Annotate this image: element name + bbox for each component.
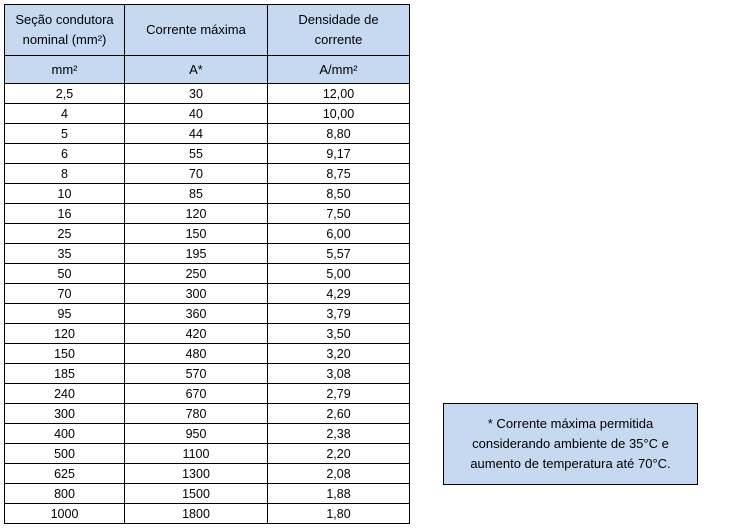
header-section-line-1: Seção condutora	[15, 12, 114, 27]
cell-section: 300	[5, 404, 125, 424]
cell-density: 6,00	[268, 224, 410, 244]
footnote-line-1: * Corrente máxima permitida	[487, 416, 654, 431]
cell-section: 400	[5, 424, 125, 444]
cell-density: 3,20	[268, 344, 410, 364]
cell-current: 420	[125, 324, 268, 344]
table-row	[5, 444, 410, 464]
cell-current: 780	[125, 404, 268, 424]
cell-section: 35	[5, 244, 125, 264]
cell-density: 2,79	[268, 384, 410, 404]
cell-current: 40	[125, 104, 268, 124]
table-row	[5, 104, 410, 124]
unit-density: A/mm²	[268, 56, 410, 84]
table-row	[5, 144, 410, 164]
cell-current: 1500	[125, 484, 268, 504]
cell-section: 10	[5, 184, 125, 204]
footnote-box	[443, 403, 698, 485]
cell-section: 185	[5, 364, 125, 384]
cell-density: 2,08	[268, 464, 410, 484]
cell-section: 50	[5, 264, 125, 284]
cell-section: 500	[5, 444, 125, 464]
cell-section: 25	[5, 224, 125, 244]
cell-section: 8	[5, 164, 125, 184]
header-row	[5, 5, 410, 56]
table-row	[5, 184, 410, 204]
cell-section: 240	[5, 384, 125, 404]
unit-current: A*	[125, 56, 268, 84]
cell-section: 2,5	[5, 84, 125, 104]
cell-current: 570	[125, 364, 268, 384]
cell-density: 2,60	[268, 404, 410, 424]
cell-section: 800	[5, 484, 125, 504]
table-row	[5, 264, 410, 284]
cell-density: 3,08	[268, 364, 410, 384]
cell-density: 10,00	[268, 104, 410, 124]
table-row	[5, 384, 410, 404]
table-row	[5, 244, 410, 264]
conductor-table	[4, 4, 410, 524]
cell-current: 480	[125, 344, 268, 364]
cell-section: 1000	[5, 504, 125, 524]
cell-current: 250	[125, 264, 268, 284]
cell-section: 70	[5, 284, 125, 304]
table-row	[5, 304, 410, 324]
cell-section: 625	[5, 464, 125, 484]
cell-density: 3,50	[268, 324, 410, 344]
table-row	[5, 464, 410, 484]
cell-density: 1,80	[268, 504, 410, 524]
table-row	[5, 164, 410, 184]
cell-section: 4	[5, 104, 125, 124]
table-row	[5, 344, 410, 364]
footnote-line-2: considerando ambiente de 35°C e	[472, 436, 669, 451]
cell-current: 360	[125, 304, 268, 324]
header-current	[125, 5, 268, 56]
cell-density: 2,20	[268, 444, 410, 464]
cell-section: 5	[5, 124, 125, 144]
cell-current: 150	[125, 224, 268, 244]
cell-current: 1300	[125, 464, 268, 484]
unit-section: mm²	[5, 56, 125, 84]
header-density-line-1: Densidade de	[298, 12, 379, 27]
cell-current: 55	[125, 144, 268, 164]
header-density	[268, 5, 410, 56]
cell-current: 670	[125, 384, 268, 404]
header-section	[5, 5, 125, 56]
cell-density: 7,50	[268, 204, 410, 224]
cell-density: 12,00	[268, 84, 410, 104]
table-row	[5, 404, 410, 424]
cell-section: 95	[5, 304, 125, 324]
table-row	[5, 284, 410, 304]
cell-current: 300	[125, 284, 268, 304]
cell-density: 4,29	[268, 284, 410, 304]
table-row	[5, 124, 410, 144]
header-density-line-2: corrente	[314, 32, 363, 47]
cell-density: 5,00	[268, 264, 410, 284]
cell-section: 150	[5, 344, 125, 364]
table-row	[5, 84, 410, 104]
cell-current: 30	[125, 84, 268, 104]
cell-current: 1100	[125, 444, 268, 464]
table-body	[5, 84, 410, 524]
cell-density: 3,79	[268, 304, 410, 324]
cell-current: 85	[125, 184, 268, 204]
table-row	[5, 484, 410, 504]
cell-density: 5,57	[268, 244, 410, 264]
cell-density: 8,50	[268, 184, 410, 204]
table-row	[5, 364, 410, 384]
cell-section: 6	[5, 144, 125, 164]
cell-density: 1,88	[268, 484, 410, 504]
cell-current: 120	[125, 204, 268, 224]
header-current-line-1: Corrente máxima	[146, 22, 246, 37]
cell-density: 8,75	[268, 164, 410, 184]
cell-current: 70	[125, 164, 268, 184]
table-row	[5, 224, 410, 244]
table-row	[5, 504, 410, 524]
cell-density: 8,80	[268, 124, 410, 144]
cell-density: 2,38	[268, 424, 410, 444]
cell-current: 44	[125, 124, 268, 144]
cell-section: 120	[5, 324, 125, 344]
cell-section: 16	[5, 204, 125, 224]
cell-current: 1800	[125, 504, 268, 524]
header-section-line-2: nominal (mm²)	[22, 32, 107, 47]
cell-current: 195	[125, 244, 268, 264]
units-row	[5, 56, 410, 84]
table-row	[5, 424, 410, 444]
table-row	[5, 204, 410, 224]
footnote-line-3: aumento de temperatura até 70°C.	[470, 456, 671, 471]
cell-density: 9,17	[268, 144, 410, 164]
cell-current: 950	[125, 424, 268, 444]
table-row	[5, 324, 410, 344]
